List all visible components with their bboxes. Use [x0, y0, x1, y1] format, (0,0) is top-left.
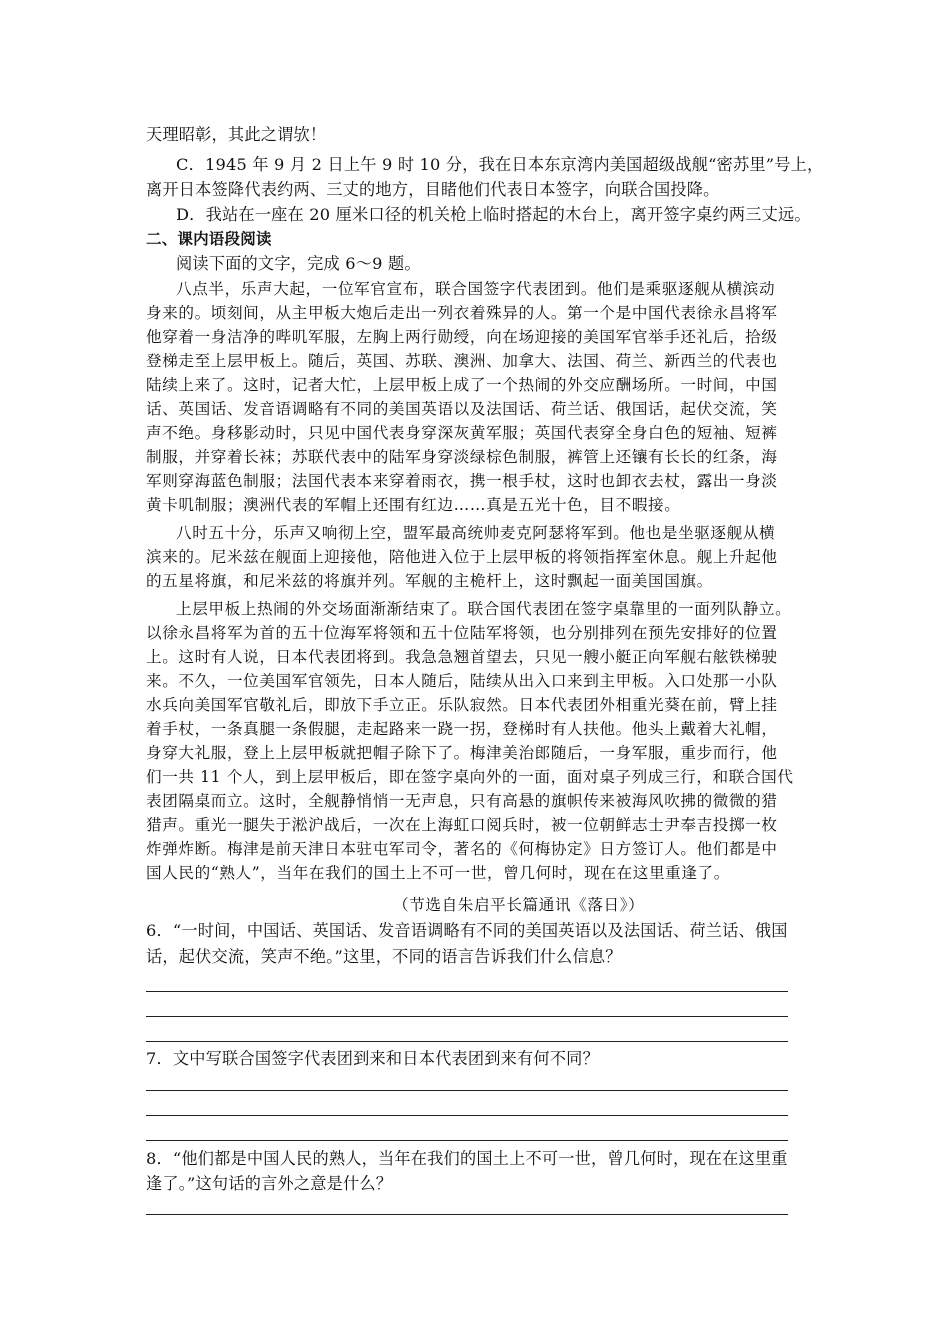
passage-line: 水兵向美国军官敬礼后，即放下手立正。乐队寂然。日本代表团外相重光葵在前，臂上挂: [146, 696, 778, 714]
passage-line: 八点半，乐声大起，一位军官宣布，联合国签字代表团到。他们是乘驱逐舰从横滨动: [176, 280, 776, 298]
passage-line: 猎声。重光一腿失于淞沪战后，一次在上海虹口阅兵时，被一位朝鲜志士尹奉吉投掷一枚: [146, 816, 778, 834]
option-c-line: 离开日本签降代表约两、三丈的地方，目睹他们代表日本签字，向联合国投降。: [146, 180, 720, 199]
answer-line[interactable]: [146, 1016, 788, 1017]
passage-line: 声不绝。身移影动时，只见中国代表身穿深灰黄军服；英国代表穿全身白色的短袖、短裤: [146, 424, 778, 442]
answer-line[interactable]: [146, 1090, 788, 1091]
passage-source: （节选自朱启平长篇通讯《落日》）: [393, 896, 645, 914]
answer-line[interactable]: [146, 1041, 788, 1042]
intro-line: 天理昭彰，其此之谓欤！: [146, 125, 327, 144]
passage-line: 的五星将旗，和尼米兹的将旗并列。军舰的主桅杆上，这时飘起一面美国国旗。: [146, 572, 713, 590]
passage-line: 国人民的“熟人”，当年在我们的国土上不可一世，曾几何时，现在在这里重逢了。: [146, 864, 730, 882]
section-heading: 二、课内语段阅读: [146, 230, 272, 248]
question-6: 话，起伏交流，笑声不绝。”这里，不同的语言告诉我们什么信息？: [146, 947, 622, 966]
option-c-line: C．1945 年 9 月 2 日上午 9 时 10 分，我在日本东京湾内美国超级战舰“密苏里”号上，: [176, 155, 824, 174]
passage-line: 八时五十分，乐声又响彻上空，盟军最高统帅麦克阿瑟将军到。他也是坐驱逐舰从横: [176, 524, 776, 542]
question-7: 7．文中写联合国签字代表团到来和日本代表团到来有何不同？: [146, 1049, 599, 1068]
passage-line: 表团隔桌而立。这时，全舰静悄悄一无声息，只有高悬的旗帜传来被海风吹拂的微微的猎: [146, 792, 778, 810]
instruction: 阅读下面的文字，完成 6～9 题。: [176, 254, 421, 273]
passage-line: 上层甲板上热闹的外交场面渐渐结束了。联合国代表团在签字桌靠里的一面列队静立。: [176, 600, 792, 618]
passage-line: 着手杖，一条真腿一条假腿，走起路来一跷一拐，登梯时有人扶他。他头上戴着大礼帽，: [146, 720, 778, 738]
passage-line: 军则穿海蓝色制服；法国代表本来穿着雨衣，携一根手杖，这时也卸衣去杖，露出一身淡: [146, 472, 778, 490]
answer-line[interactable]: [146, 991, 788, 992]
passage-line: 陆续上来了。这时，记者大忙，上层甲板上成了一个热闹的外交应酬场所。一时间，中国: [146, 376, 778, 394]
passage-line: 上。这时有人说，日本代表团将到。我急急翘首望去，只见一艘小艇正向军舰右舷铁梯驶: [146, 648, 778, 666]
passage-line: 制服，并穿着长袜；苏联代表中的陆军身穿淡绿棕色制服，裤管上还镶有长长的红条，海: [146, 448, 778, 466]
answer-line[interactable]: [146, 1115, 788, 1116]
passage-line: 炸弹炸断。梅津是前天津日本驻屯军司令，著名的《何梅协定》日方签订人。他们都是中: [146, 840, 778, 858]
passage-line: 登梯走至上层甲板上。随后，英国、苏联、澳洲、加拿大、法国、荷兰、新西兰的代表也: [146, 352, 778, 370]
passage-line: 他穿着一身洁净的哔叽军服，左胸上两行勋绶，向在场迎接的美国军官举手还礼后，拾级: [146, 328, 778, 346]
passage-line: 滨来的。尼米兹在舰面上迎接他，陪他进入位于上层甲板的将领指挥室休息。舰上升起他: [146, 548, 778, 566]
passage-line: 黄卡叽制服；澳洲代表的军帽上还围有红边……真是五光十色，目不暇接。: [146, 496, 681, 514]
answer-line[interactable]: [146, 1214, 788, 1215]
passage-line: 话、英国话、发音语调略有不同的美国英语以及法国话、荷兰话、俄国话，起伏交流，笑: [146, 400, 778, 418]
question-8: 8．“他们都是中国人民的熟人，当年在我们的国土上不可一世，曾几何时，现在在这里重: [146, 1149, 788, 1168]
option-d-line: D．我站在一座在 20 厘米口径的机关枪上临时搭起的木台上，离开签字桌约两三丈远。: [176, 205, 811, 224]
answer-line[interactable]: [146, 1140, 788, 1141]
passage-line: 身来的。顷刻间，从主甲板大炮后走出一列衣着殊异的人。第一个是中国代表徐永昌将军: [146, 304, 778, 322]
passage-line: 以徐永昌将军为首的五十位海军将领和五十位陆军将领，也分别排列在预先安排好的位置: [146, 624, 778, 642]
question-6: 6．“一时间，中国话、英国话、发音语调略有不同的美国英语以及法国话、荷兰话、俄国: [146, 921, 788, 940]
question-8: 逢了。”这句话的言外之意是什么？: [146, 1174, 393, 1193]
passage-line: 身穿大礼服，登上上层甲板就把帽子除下了。梅津美治郎随后，一身军服，重步而行，他: [146, 744, 778, 762]
passage-line: 来。不久，一位美国军官领先，日本人随后，陆续从出入口来到主甲板。入口处那一小队: [146, 672, 778, 690]
passage-line: 们一共 11 个人，到上层甲板后，即在签字桌向外的一面，面对桌子列成三行，和联合国代: [146, 768, 794, 786]
